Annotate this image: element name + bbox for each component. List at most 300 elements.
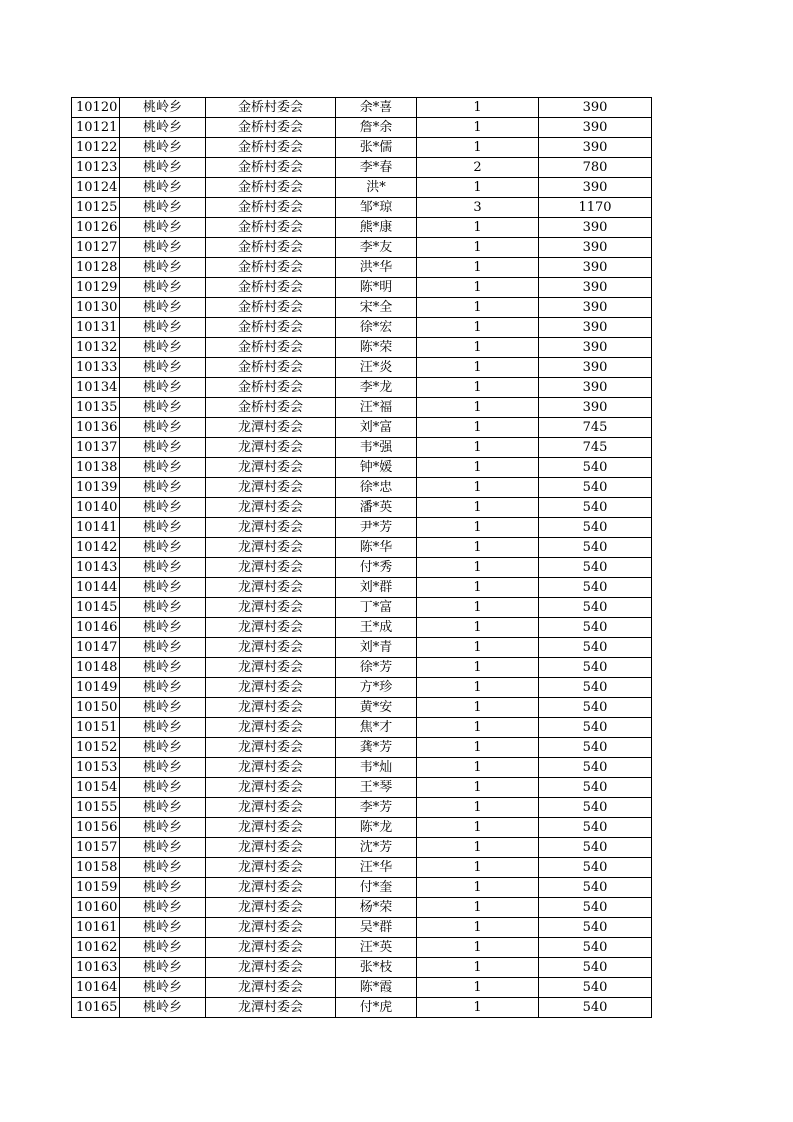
cell-village: 龙潭村委会 [206,938,336,958]
cell-count: 1 [417,658,539,678]
cell-name: 汪*英 [336,938,417,958]
table-row [72,738,652,758]
cell-township: 桃岭乡 [120,178,206,198]
cell-id: 10164 [72,978,120,998]
cell-amount: 540 [539,978,652,998]
table-row [72,358,652,378]
cell-id: 10125 [72,198,120,218]
table-row [72,918,652,938]
cell-count: 1 [417,578,539,598]
cell-name: 汪*华 [336,858,417,878]
cell-village: 龙潭村委会 [206,898,336,918]
table-row [72,678,652,698]
table-row [72,238,652,258]
cell-village: 金桥村委会 [206,218,336,238]
cell-id: 10122 [72,138,120,158]
cell-village: 龙潭村委会 [206,698,336,718]
cell-name: 尹*芳 [336,518,417,538]
cell-id: 10124 [72,178,120,198]
cell-township: 桃岭乡 [120,438,206,458]
cell-amount: 540 [539,738,652,758]
cell-count: 1 [417,818,539,838]
cell-township: 桃岭乡 [120,798,206,818]
cell-village: 龙潭村委会 [206,958,336,978]
cell-name: 陈*龙 [336,818,417,838]
cell-amount: 540 [539,998,652,1018]
cell-amount: 540 [539,758,652,778]
cell-name: 黄*安 [336,698,417,718]
cell-id: 10132 [72,338,120,358]
cell-village: 金桥村委会 [206,318,336,338]
table-row [72,438,652,458]
cell-amount: 540 [539,578,652,598]
cell-amount: 540 [539,678,652,698]
cell-township: 桃岭乡 [120,698,206,718]
table-row [72,578,652,598]
cell-id: 10147 [72,638,120,658]
cell-count: 1 [417,378,539,398]
cell-township: 桃岭乡 [120,958,206,978]
cell-village: 龙潭村委会 [206,798,336,818]
cell-name: 沈*芳 [336,838,417,858]
table-row [72,98,652,118]
cell-name: 余*喜 [336,98,417,118]
cell-amount: 390 [539,338,652,358]
table-row [72,318,652,338]
cell-count: 1 [417,98,539,118]
table-row [72,498,652,518]
cell-amount: 390 [539,298,652,318]
cell-village: 金桥村委会 [206,178,336,198]
cell-township: 桃岭乡 [120,638,206,658]
cell-township: 桃岭乡 [120,458,206,478]
cell-id: 10142 [72,538,120,558]
cell-name: 邹*琼 [336,198,417,218]
table-row [72,798,652,818]
cell-township: 桃岭乡 [120,498,206,518]
cell-name: 刘*青 [336,638,417,658]
cell-name: 李*春 [336,158,417,178]
cell-name: 方*珍 [336,678,417,698]
cell-amount: 390 [539,278,652,298]
cell-name: 陈*明 [336,278,417,298]
cell-id: 10154 [72,778,120,798]
table-row [72,658,652,678]
cell-village: 龙潭村委会 [206,498,336,518]
cell-village: 龙潭村委会 [206,558,336,578]
cell-name: 钟*媛 [336,458,417,478]
cell-count: 1 [417,718,539,738]
cell-id: 10141 [72,518,120,538]
cell-township: 桃岭乡 [120,138,206,158]
cell-village: 金桥村委会 [206,118,336,138]
cell-township: 桃岭乡 [120,838,206,858]
cell-village: 龙潭村委会 [206,458,336,478]
cell-id: 10129 [72,278,120,298]
cell-village: 龙潭村委会 [206,538,336,558]
cell-count: 1 [417,798,539,818]
cell-village: 龙潭村委会 [206,998,336,1018]
cell-id: 10151 [72,718,120,738]
cell-village: 金桥村委会 [206,398,336,418]
table-row [72,418,652,438]
cell-amount: 390 [539,98,652,118]
table-body [72,98,652,1018]
table-row [72,618,652,638]
cell-village: 龙潭村委会 [206,618,336,638]
cell-count: 1 [417,858,539,878]
cell-id: 10153 [72,758,120,778]
table-row [72,858,652,878]
cell-village: 金桥村委会 [206,338,336,358]
table-row [72,778,652,798]
cell-township: 桃岭乡 [120,858,206,878]
cell-count: 1 [417,918,539,938]
cell-amount: 390 [539,138,652,158]
cell-id: 10130 [72,298,120,318]
cell-township: 桃岭乡 [120,578,206,598]
cell-village: 龙潭村委会 [206,638,336,658]
cell-township: 桃岭乡 [120,778,206,798]
cell-id: 10136 [72,418,120,438]
cell-id: 10145 [72,598,120,618]
cell-township: 桃岭乡 [120,718,206,738]
cell-name: 洪*华 [336,258,417,278]
cell-amount: 540 [539,598,652,618]
cell-count: 1 [417,998,539,1018]
cell-id: 10149 [72,678,120,698]
cell-count: 1 [417,898,539,918]
cell-township: 桃岭乡 [120,878,206,898]
cell-name: 付*奎 [336,878,417,898]
cell-village: 龙潭村委会 [206,578,336,598]
cell-name: 王*琴 [336,778,417,798]
cell-id: 10140 [72,498,120,518]
cell-amount: 540 [539,818,652,838]
cell-name: 陈*荣 [336,338,417,358]
table-row [72,878,652,898]
cell-township: 桃岭乡 [120,938,206,958]
cell-id: 10131 [72,318,120,338]
cell-id: 10127 [72,238,120,258]
cell-name: 熊*康 [336,218,417,238]
cell-name: 陈*霞 [336,978,417,998]
cell-count: 1 [417,758,539,778]
table-row [72,718,652,738]
cell-township: 桃岭乡 [120,378,206,398]
cell-village: 金桥村委会 [206,138,336,158]
cell-name: 王*成 [336,618,417,638]
table-row [72,898,652,918]
table-row [72,818,652,838]
cell-township: 桃岭乡 [120,538,206,558]
cell-township: 桃岭乡 [120,558,206,578]
cell-township: 桃岭乡 [120,118,206,138]
table-row [72,398,652,418]
cell-name: 刘*富 [336,418,417,438]
cell-name: 张*枝 [336,958,417,978]
cell-name: 龚*芳 [336,738,417,758]
cell-id: 10162 [72,938,120,958]
table-row [72,998,652,1018]
table-row [72,598,652,618]
cell-id: 10137 [72,438,120,458]
cell-township: 桃岭乡 [120,98,206,118]
cell-count: 1 [417,518,539,538]
cell-amount: 540 [539,638,652,658]
cell-id: 10139 [72,478,120,498]
cell-amount: 540 [539,698,652,718]
cell-amount: 390 [539,358,652,378]
cell-village: 金桥村委会 [206,358,336,378]
cell-id: 10157 [72,838,120,858]
cell-township: 桃岭乡 [120,978,206,998]
table-row [72,938,652,958]
cell-village: 龙潭村委会 [206,438,336,458]
table-row [72,518,652,538]
cell-amount: 540 [539,778,652,798]
cell-count: 1 [417,438,539,458]
cell-village: 龙潭村委会 [206,778,336,798]
table-row [72,758,652,778]
cell-count: 1 [417,478,539,498]
cell-count: 1 [417,418,539,438]
cell-township: 桃岭乡 [120,658,206,678]
cell-count: 1 [417,458,539,478]
cell-village: 龙潭村委会 [206,678,336,698]
cell-amount: 540 [539,518,652,538]
cell-count: 1 [417,218,539,238]
table-row [72,378,652,398]
cell-village: 龙潭村委会 [206,418,336,438]
cell-count: 1 [417,958,539,978]
cell-name: 汪*炎 [336,358,417,378]
cell-village: 金桥村委会 [206,298,336,318]
cell-count: 1 [417,278,539,298]
cell-township: 桃岭乡 [120,418,206,438]
cell-township: 桃岭乡 [120,158,206,178]
cell-count: 1 [417,938,539,958]
cell-amount: 390 [539,378,652,398]
cell-name: 李*芳 [336,798,417,818]
cell-amount: 540 [539,838,652,858]
cell-name: 汪*福 [336,398,417,418]
cell-township: 桃岭乡 [120,198,206,218]
cell-amount: 390 [539,258,652,278]
cell-village: 龙潭村委会 [206,858,336,878]
cell-id: 10126 [72,218,120,238]
table-row [72,558,652,578]
cell-id: 10120 [72,98,120,118]
cell-amount: 390 [539,118,652,138]
cell-count: 1 [417,698,539,718]
cell-id: 10155 [72,798,120,818]
table-row [72,538,652,558]
cell-name: 宋*全 [336,298,417,318]
table-row [72,178,652,198]
cell-village: 龙潭村委会 [206,718,336,738]
table-row [72,638,652,658]
cell-id: 10152 [72,738,120,758]
cell-id: 10156 [72,818,120,838]
cell-id: 10133 [72,358,120,378]
cell-name: 李*友 [336,238,417,258]
cell-township: 桃岭乡 [120,398,206,418]
cell-village: 龙潭村委会 [206,478,336,498]
cell-id: 10165 [72,998,120,1018]
cell-township: 桃岭乡 [120,218,206,238]
table-row [72,138,652,158]
table-row [72,218,652,238]
cell-id: 10134 [72,378,120,398]
cell-id: 10163 [72,958,120,978]
cell-village: 龙潭村委会 [206,838,336,858]
cell-township: 桃岭乡 [120,258,206,278]
cell-id: 10138 [72,458,120,478]
cell-township: 桃岭乡 [120,358,206,378]
cell-count: 1 [417,638,539,658]
cell-name: 焦*才 [336,718,417,738]
cell-township: 桃岭乡 [120,818,206,838]
cell-count: 1 [417,498,539,518]
cell-count: 1 [417,298,539,318]
cell-village: 龙潭村委会 [206,878,336,898]
cell-name: 詹*余 [336,118,417,138]
cell-id: 10128 [72,258,120,278]
cell-amount: 390 [539,238,652,258]
cell-count: 1 [417,838,539,858]
cell-amount: 390 [539,178,652,198]
cell-count: 1 [417,318,539,338]
cell-id: 10148 [72,658,120,678]
cell-count: 3 [417,198,539,218]
cell-count: 2 [417,158,539,178]
cell-amount: 390 [539,398,652,418]
cell-name: 徐*芳 [336,658,417,678]
cell-amount: 745 [539,418,652,438]
table-row [72,838,652,858]
cell-id: 10158 [72,858,120,878]
cell-amount: 540 [539,478,652,498]
cell-village: 龙潭村委会 [206,658,336,678]
cell-amount: 540 [539,898,652,918]
cell-name: 潘*英 [336,498,417,518]
cell-id: 10121 [72,118,120,138]
data-table [71,97,652,1018]
table-row [72,478,652,498]
table-row [72,338,652,358]
cell-village: 龙潭村委会 [206,738,336,758]
cell-township: 桃岭乡 [120,298,206,318]
cell-id: 10123 [72,158,120,178]
cell-village: 金桥村委会 [206,378,336,398]
cell-count: 1 [417,238,539,258]
cell-township: 桃岭乡 [120,738,206,758]
cell-id: 10159 [72,878,120,898]
cell-name: 洪* [336,178,417,198]
cell-village: 金桥村委会 [206,238,336,258]
cell-village: 龙潭村委会 [206,918,336,938]
table-row [72,258,652,278]
cell-id: 10146 [72,618,120,638]
table-row [72,118,652,138]
table-row [72,978,652,998]
cell-village: 金桥村委会 [206,278,336,298]
table-row [72,698,652,718]
cell-amount: 540 [539,938,652,958]
cell-amount: 540 [539,718,652,738]
cell-township: 桃岭乡 [120,758,206,778]
cell-name: 韦*灿 [336,758,417,778]
cell-amount: 540 [539,618,652,638]
cell-count: 1 [417,358,539,378]
cell-village: 龙潭村委会 [206,518,336,538]
cell-township: 桃岭乡 [120,998,206,1018]
cell-township: 桃岭乡 [120,918,206,938]
cell-name: 韦*强 [336,438,417,458]
cell-count: 1 [417,118,539,138]
cell-township: 桃岭乡 [120,518,206,538]
cell-name: 陈*华 [336,538,417,558]
cell-amount: 540 [539,958,652,978]
cell-village: 龙潭村委会 [206,978,336,998]
cell-township: 桃岭乡 [120,318,206,338]
table-row [72,158,652,178]
cell-township: 桃岭乡 [120,618,206,638]
cell-name: 李*龙 [336,378,417,398]
cell-count: 1 [417,178,539,198]
cell-count: 1 [417,678,539,698]
cell-count: 1 [417,538,539,558]
cell-count: 1 [417,978,539,998]
cell-amount: 745 [539,438,652,458]
cell-id: 10161 [72,918,120,938]
cell-amount: 780 [539,158,652,178]
cell-village: 金桥村委会 [206,98,336,118]
cell-name: 丁*富 [336,598,417,618]
cell-count: 1 [417,598,539,618]
cell-township: 桃岭乡 [120,478,206,498]
cell-id: 10144 [72,578,120,598]
cell-township: 桃岭乡 [120,898,206,918]
cell-count: 1 [417,778,539,798]
cell-count: 1 [417,138,539,158]
cell-name: 徐*宏 [336,318,417,338]
cell-amount: 540 [539,798,652,818]
cell-amount: 540 [539,918,652,938]
cell-id: 10135 [72,398,120,418]
cell-village: 龙潭村委会 [206,758,336,778]
cell-village: 龙潭村委会 [206,598,336,618]
cell-count: 1 [417,258,539,278]
cell-count: 1 [417,398,539,418]
cell-township: 桃岭乡 [120,278,206,298]
cell-name: 徐*忠 [336,478,417,498]
cell-township: 桃岭乡 [120,678,206,698]
cell-amount: 540 [539,458,652,478]
cell-village: 金桥村委会 [206,198,336,218]
cell-name: 刘*群 [336,578,417,598]
cell-amount: 540 [539,538,652,558]
cell-name: 付*虎 [336,998,417,1018]
table-row [72,958,652,978]
cell-count: 1 [417,878,539,898]
cell-name: 吴*群 [336,918,417,938]
table-row [72,298,652,318]
cell-name: 付*秀 [336,558,417,578]
table-row [72,198,652,218]
cell-id: 10143 [72,558,120,578]
